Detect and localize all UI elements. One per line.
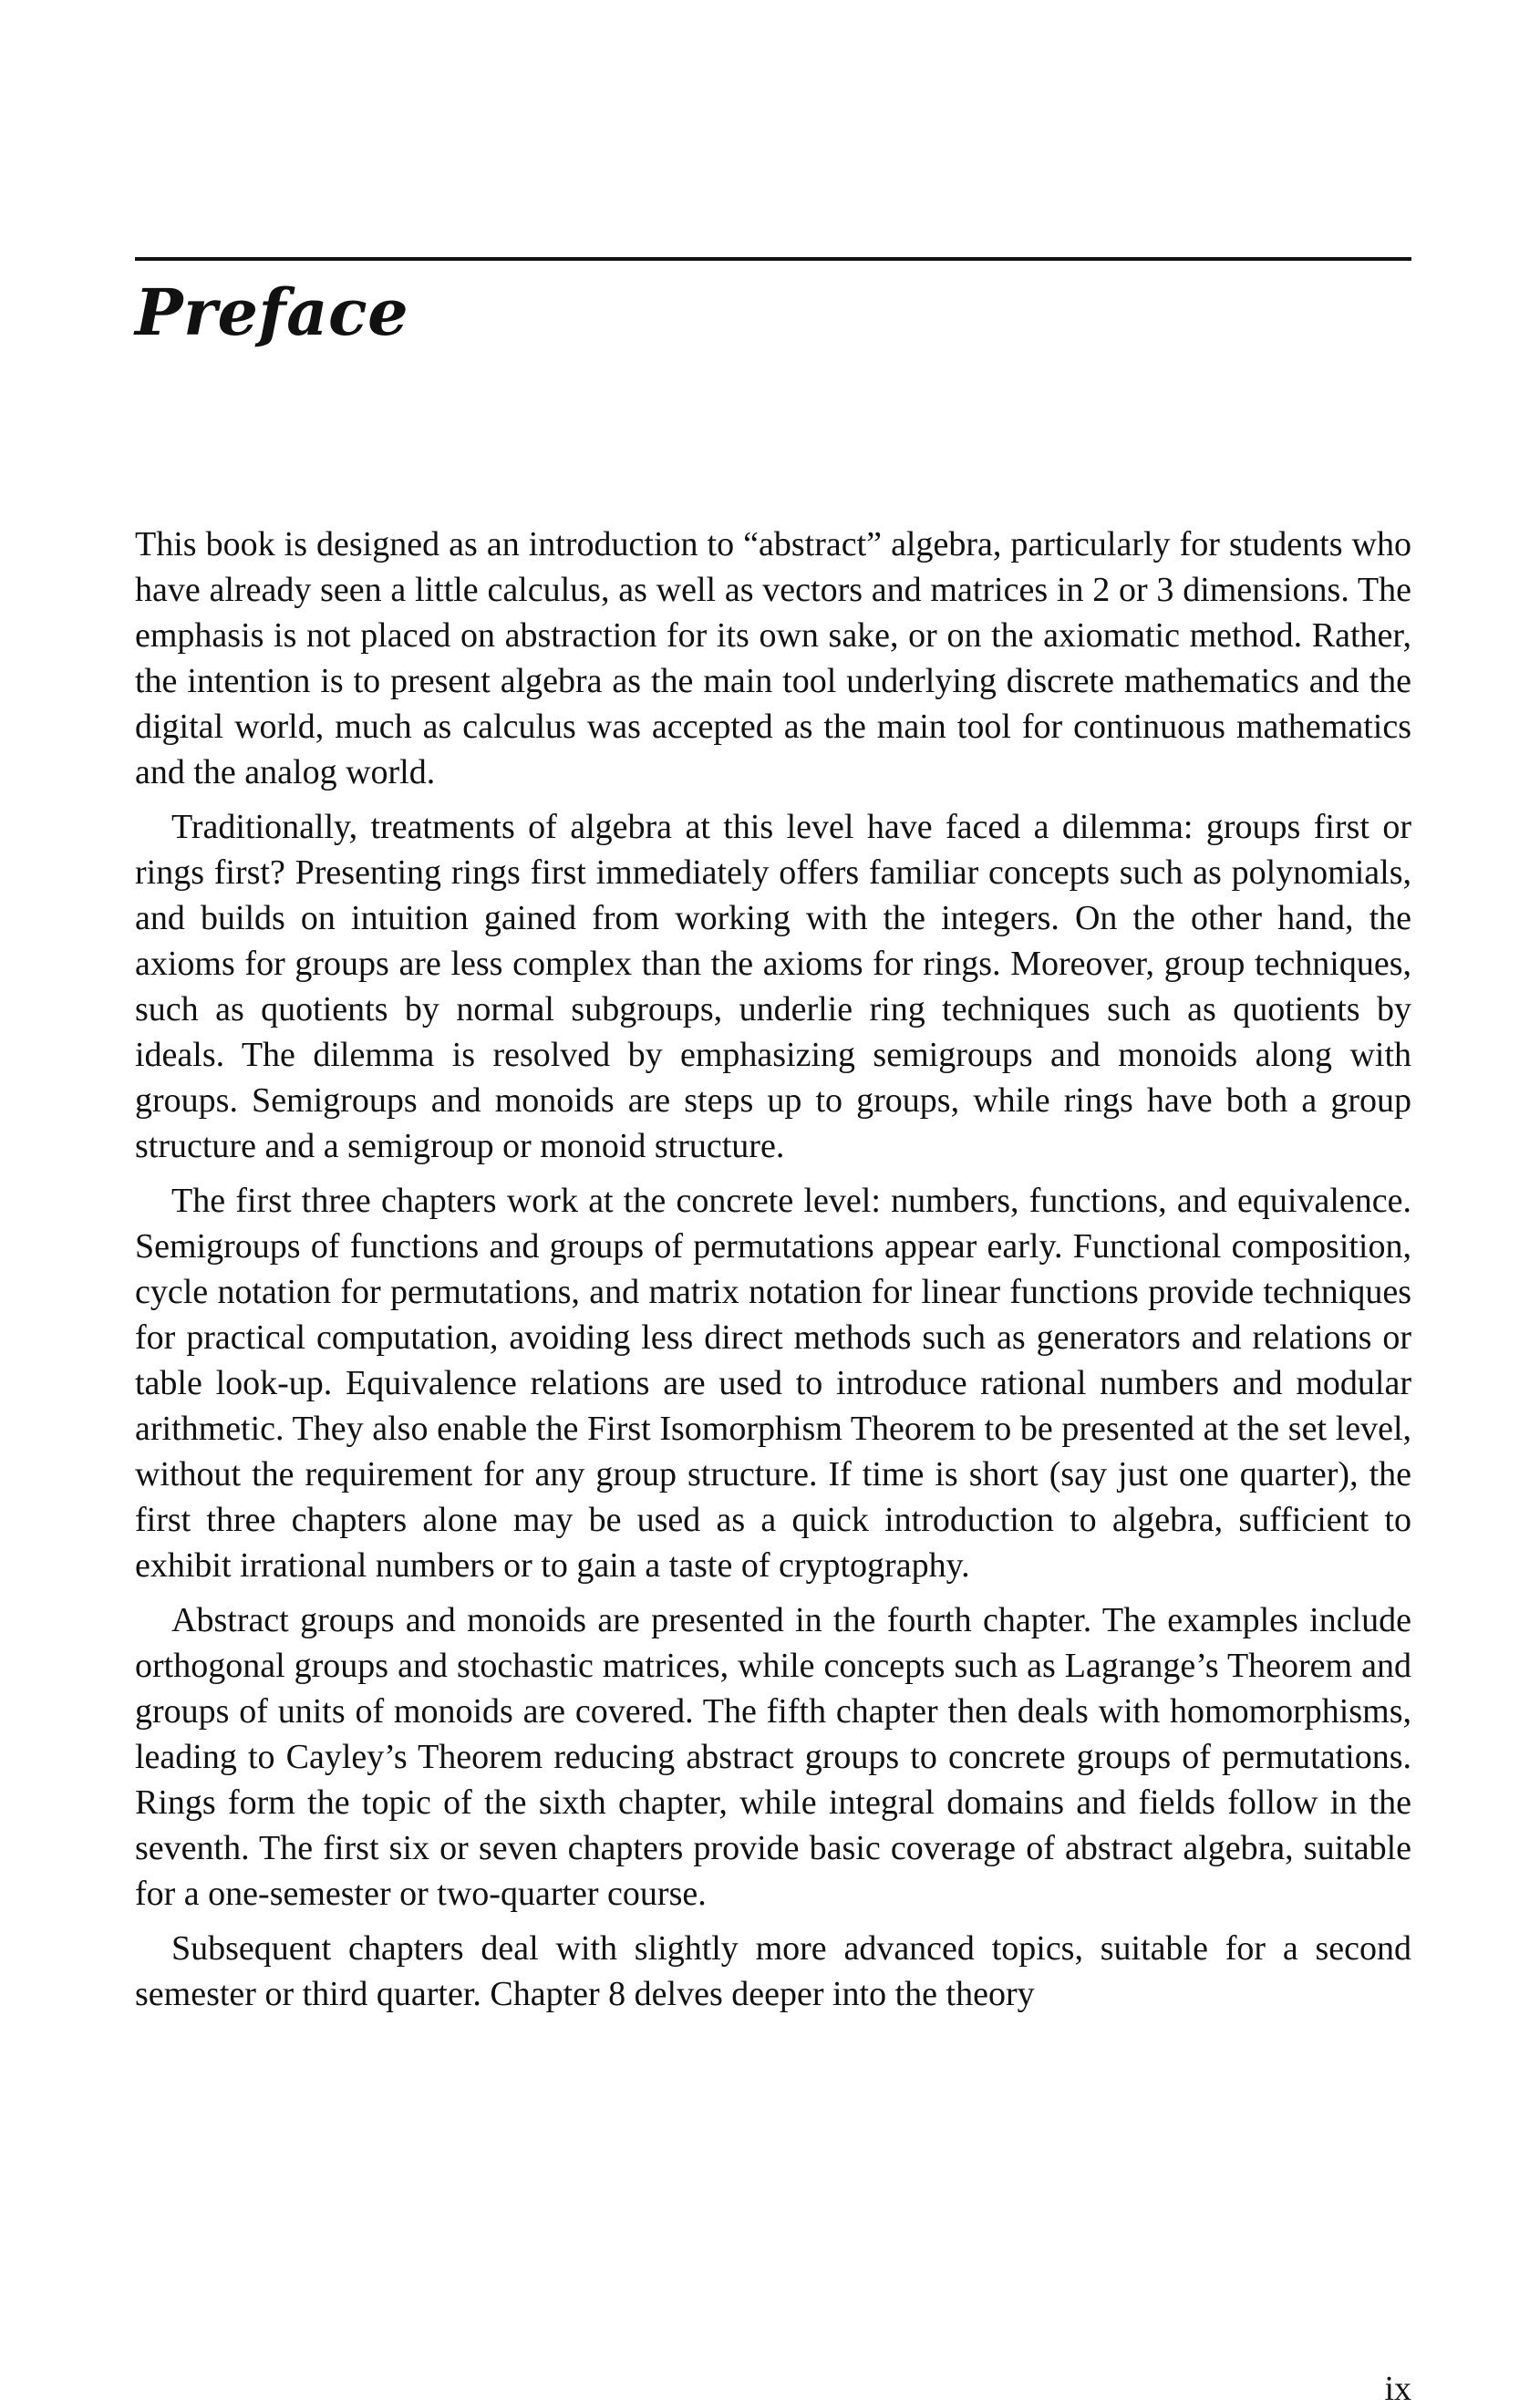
paragraph-3: The first three chapters work at the concrete level: numbers, functions, and equivalence. Semigroups of functions and groups of permutations appear early. Functional composition, cycle notation for permutations, and matrix notation for linear functions provide techniques for practical computation, avoiding less direct methods such as generators and relations or table look-up. Equivalence relations are used to introduce rational numbers and modular arithmetic. They also enable the First Isomorphism Theorem to be presented at the set level, without the requirement for any group structure. If time is short (say just one quarter), the first three chapters alone may be used as a quick introduction to algebra, sufficient to exhibit irrational numbers or to gain a taste of cryptography. [135,1182,1411,1585]
paragraph-5: Subsequent chapters deal with slightly more advanced topics, suitable for a second semester or third quarter. Chapter 8 delves deeper into the theory [135,1929,1411,2013]
preface-body [135,522,1411,2026]
paragraph-4: Abstract groups and monoids are presented in the fourth chapter. The examples include orthogonal groups and stochastic matrices, while concepts such as Lagrange’s Theorem and groups of units of monoids are covered. The fifth chapter then deals with homomorphisms, leading to Cayley’s Theorem reducing abstract groups to concrete groups of permutations. Rings form the topic of the sixth chapter, while integral domains and fields follow in the seventh. The first six or seven chapters provide basic coverage of abstract algebra, suitable for a one-semester or two-quarter course. [135,1601,1411,1913]
paragraph-1: This book is designed as an introduction to “abstract” algebra, particularly for students who have already seen a little calculus, as well as vectors and matrices in 2 or 3 dimensions. The emphasis is not placed on abstraction for its own sake, or on the axiomatic method. Rather, the intention is to present algebra as the main tool underlying discrete mathematics and the digital world, much as calculus was accepted as the main tool for continuous mathematics and the analog world. [135,525,1411,791]
page-title: Preface [135,274,409,350]
title-rule [135,257,1411,261]
page-number: ix [1384,2370,1411,2408]
paragraph-2: Traditionally, treatments of algebra at this level have faced a dilemma: groups first or rings first? Presenting rings first immediately offers familiar concepts such as polynomials, and builds on intuition gained from working with the integers. On the other hand, the axioms for groups are less complex than the axioms for rings. Moreover, group techniques, such as quotients by normal subgroups, underlie ring techniques such as quotients by ideals. The dilemma is resolved by emphasizing semigroups and monoids along with groups. Semigroups and monoids are steps up to groups, while rings have both a group structure and a semigroup or monoid structure. [135,808,1411,1165]
